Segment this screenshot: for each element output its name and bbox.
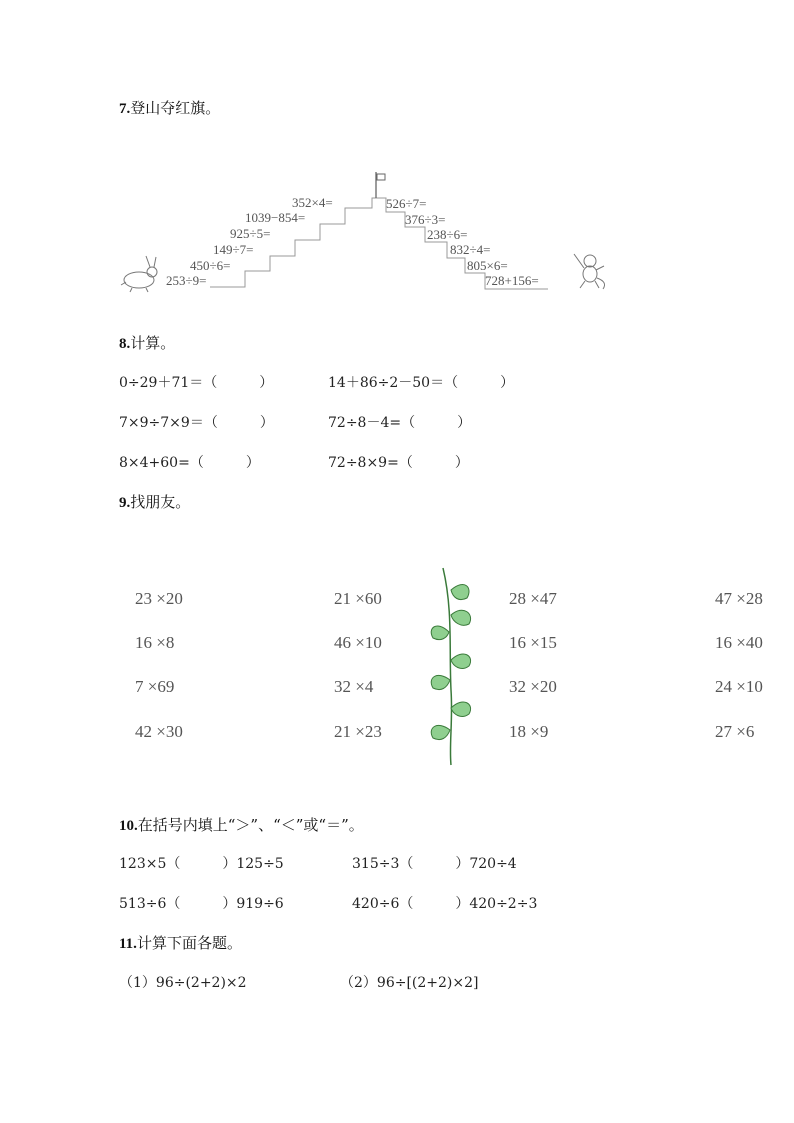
q10-item-2: 315÷3（ ）720÷4 [352, 856, 517, 872]
q10-title-text: 在括号内填上“＞”、“＜”或“＝”。 [137, 816, 364, 834]
stair-left-3: 925÷5= [230, 226, 271, 241]
pair-c2-r4: 21 ×23 [334, 722, 382, 741]
q9-title [119, 491, 190, 512]
q11-number: 11. [119, 936, 137, 952]
q10-item-1: 123×5（ ）125÷5 [119, 856, 284, 872]
pair-c4-r4: 27 ×6 [715, 722, 755, 741]
stair-right-6: 728+156= [485, 273, 539, 288]
pair-c3-r4: 18 ×9 [509, 722, 549, 741]
stair-right-4: 832÷4= [450, 242, 491, 257]
q11-title-text: 计算下面各题。 [136, 934, 242, 952]
q7-number: 7. [119, 101, 131, 117]
pair-c2-r3: 32 ×4 [334, 677, 374, 696]
q10-number: 10. [119, 818, 138, 834]
pair-c4-r2: 16 ×40 [715, 633, 763, 652]
rabbit-icon [121, 256, 157, 292]
q8-number: 8. [119, 336, 131, 352]
pair-c3-r1: 28 ×47 [509, 589, 557, 608]
q11-title [119, 932, 242, 953]
q8-item-4: 72÷8－4=（ ） [328, 415, 472, 431]
pair-c1-r4: 42 ×30 [135, 722, 183, 741]
pair-c2-r1: 21 ×60 [334, 589, 382, 608]
q8-item-6: 72÷8×9=（ ） [328, 455, 469, 471]
pair-c4-r1: 47 ×28 [715, 589, 763, 608]
stair-left-4: 149÷7= [213, 242, 254, 257]
q8-title-text: 计算。 [130, 334, 176, 352]
q10-item-3: 513÷6（ ）919÷6 [119, 896, 284, 912]
red-flag-icon [377, 174, 385, 180]
stair-left-1: 352×4= [292, 195, 333, 210]
pair-c1-r3: 7 ×69 [135, 677, 175, 696]
pair-c3-r2: 16 ×15 [509, 633, 557, 652]
q8-item-1: 0÷29＋71＝（ ） [119, 375, 274, 391]
q10-item-4: 420÷6（ ）420÷2÷3 [352, 896, 538, 912]
stair-right-5: 805×6= [467, 258, 508, 273]
q9-number: 9. [119, 495, 131, 511]
stair-right-3: 238÷6= [427, 227, 468, 242]
stair-right-1: 526÷7= [386, 196, 427, 211]
vine-divider-icon [425, 560, 485, 770]
q8-item-3: 7×9÷7×9＝（ ） [119, 415, 274, 431]
q8-title [119, 332, 175, 353]
stair-right-2: 376÷3= [405, 212, 446, 227]
pair-c1-r1: 23 ×20 [135, 589, 183, 608]
q8-item-5: 8×4+60=（ ） [119, 455, 260, 471]
q7-title-text: 登山夺红旗。 [130, 99, 221, 117]
stair-left-2: 1039−854= [245, 210, 306, 225]
mountain-stairs-diagram [0, 0, 794, 320]
q8-item-2: 14＋86÷2－50＝（ ） [328, 375, 515, 391]
monkey-icon [574, 254, 605, 289]
pair-c4-r3: 24 ×10 [715, 677, 763, 696]
q11-item-2: （2）96÷[(2+2)×2] [340, 975, 479, 991]
pair-c1-r2: 16 ×8 [135, 633, 175, 652]
q11-item-1: （1）96÷(2+2)×2 [119, 975, 247, 991]
stair-left-5: 450÷6= [190, 258, 231, 273]
pair-c2-r2: 46 ×10 [334, 633, 382, 652]
q9-title-text: 找朋友。 [130, 493, 191, 511]
pair-c3-r3: 32 ×20 [509, 677, 557, 696]
q10-title [119, 814, 364, 835]
stair-left-6: 253÷9= [166, 273, 207, 288]
